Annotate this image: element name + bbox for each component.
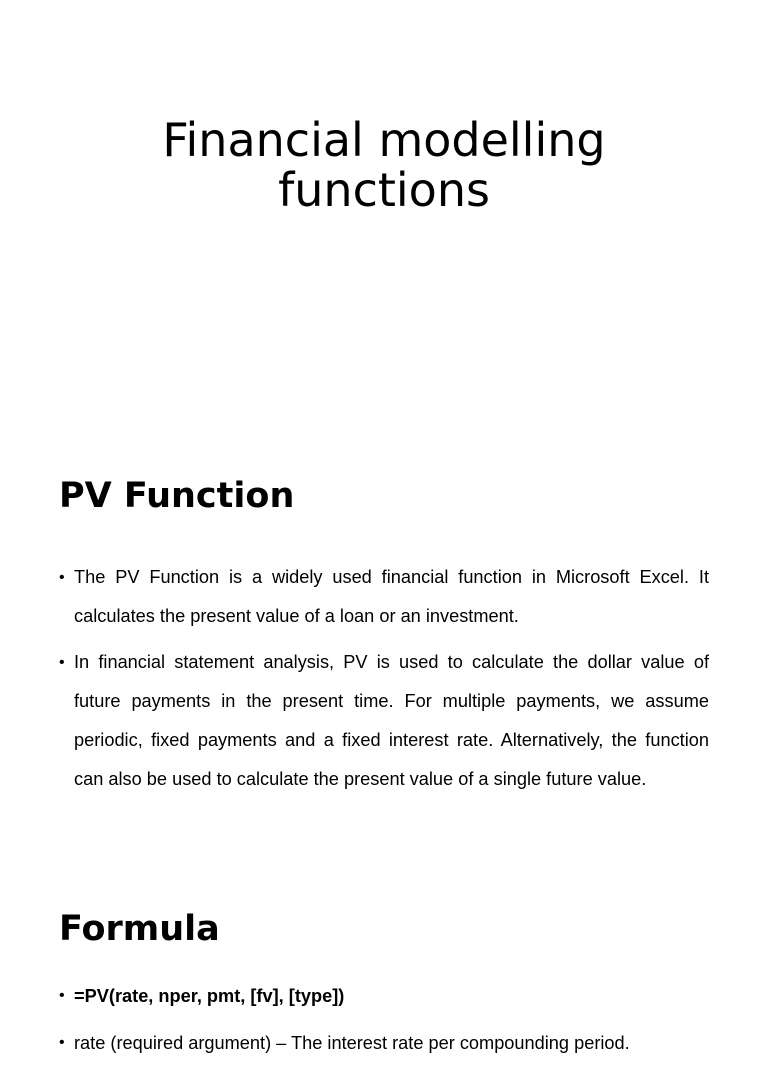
pv-function-heading: PV Function: [59, 476, 295, 516]
formula-heading: Formula: [59, 909, 220, 949]
bullet-dot: •: [59, 569, 65, 586]
pv-bullet-usage: [59, 643, 709, 799]
formula-syntax-text: =PV(rate, nper, pmt, [fv], [type]): [74, 986, 345, 1006]
pv-function-bullet-list: [59, 558, 709, 806]
pv-bullet-definition-text: The PV Function is a widely used financial function in Microsoft Excel. It calculates the present value of a loan or an investment.: [74, 567, 709, 626]
pv-bullet-definition: [59, 558, 709, 636]
formula-bullet-rate: [59, 1023, 709, 1063]
title-line-1: Financial modelling: [162, 113, 606, 167]
bullet-dot: •: [59, 987, 65, 1004]
formula-rate-text: rate (required argument) – The interest rate per compounding period.: [74, 1033, 630, 1053]
bullet-dot: •: [59, 1034, 65, 1051]
bullet-dot: •: [59, 654, 65, 671]
slide-title: [0, 115, 768, 215]
title-line-2: functions: [278, 163, 490, 217]
formula-bullet-syntax: [59, 976, 709, 1016]
pv-bullet-usage-text: In financial statement analysis, PV is used to calculate the dollar value of future payments in the present time. For multiple payments, we assume periodic, fixed payments and a fixed interest rate. Alternatively, the function can also be used to calculate the present value of a single future value.: [74, 652, 709, 789]
formula-bullet-list: [59, 976, 709, 1070]
